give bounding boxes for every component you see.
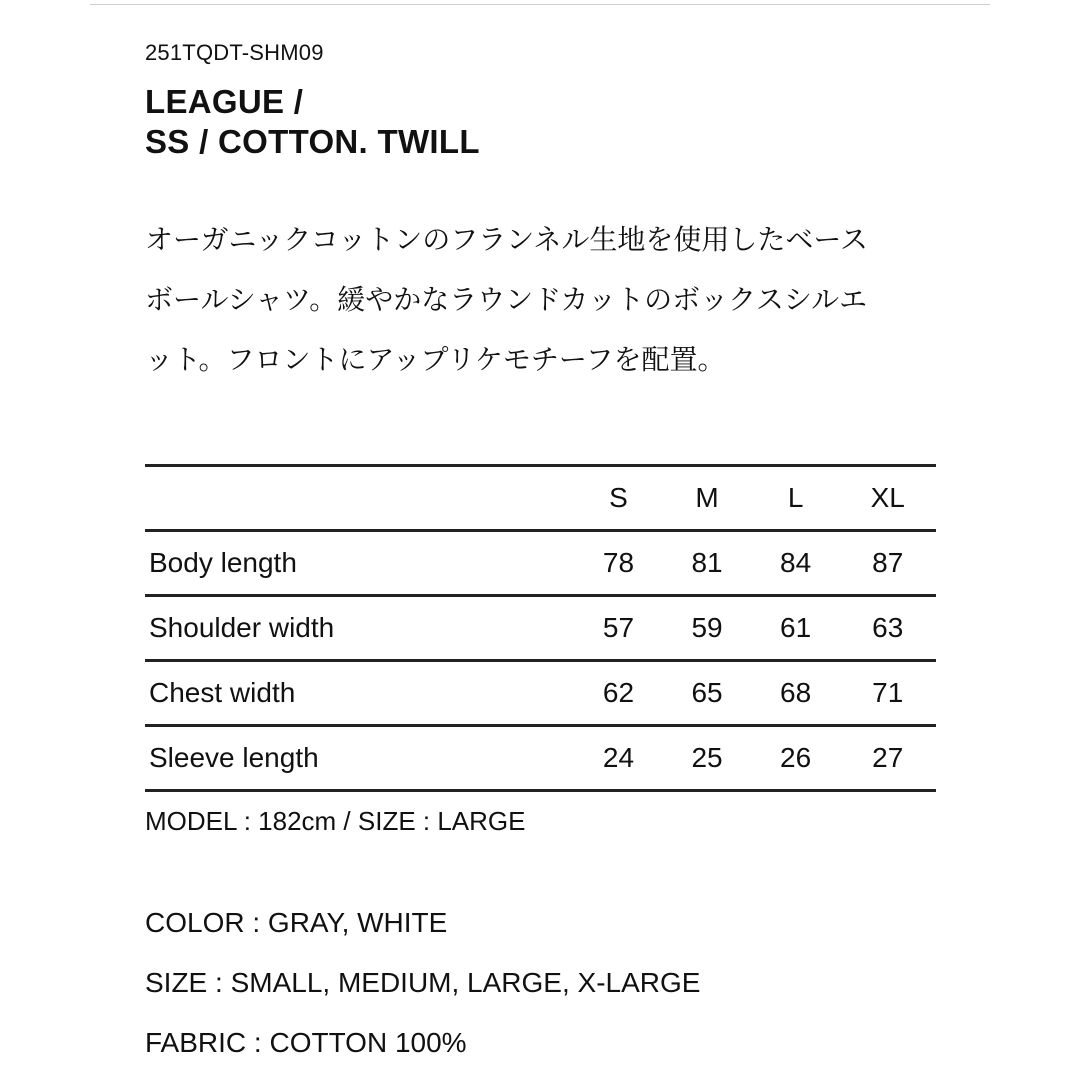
table-cell: 68 [780,677,812,708]
table-cell: 78 [602,547,635,578]
table-cell: 71 [872,677,904,708]
table-cell: 26 [780,742,812,773]
table-cell: 61 [780,612,812,643]
top-divider [90,4,990,5]
product-title [145,82,480,162]
table-cell: 59 [691,612,723,643]
spec-color: COLOR : GRAY, WHITE [145,907,448,938]
description-line-2: ボールシャツ。緩やかなラウンドカットのボックスシルエ [145,283,868,316]
size-chart-header-row [145,466,936,531]
product-title-line-1: LEAGUE / [145,83,304,120]
product-code: 251TQDT-SHM09 [145,40,324,65]
spec-fabric: FABRIC : COTTON 100% [145,1027,467,1058]
product-title-line-2: SS / COTTON. TWILL [145,123,480,160]
table-cell: 27 [872,742,904,773]
header-size-s: S [609,482,628,513]
row-label-body-length: Body length [149,547,297,578]
description-line-1: オーガニックコットンのフランネル生地を使用したベース [145,223,868,256]
row-label-chest-width: Chest width [149,677,296,708]
row-label-shoulder-width: Shoulder width [149,612,335,643]
table-cell: 57 [602,612,635,643]
row-label-sleeve-length: Sleeve length [149,742,319,773]
table-cell: 25 [691,742,723,773]
table-cell: 81 [691,547,723,578]
table-row [145,661,936,726]
header-size-xl: XL [870,482,905,513]
spec-size: SIZE : SMALL, MEDIUM, LARGE, X-LARGE [145,967,701,998]
table-cell: 65 [691,677,723,708]
table-row [145,531,936,596]
header-size-l: L [787,482,804,513]
table-cell: 24 [602,742,635,773]
header-size-m: M [695,482,719,513]
table-cell: 62 [602,677,635,708]
product-description [145,210,945,390]
model-info: MODEL : 182cm / SIZE : LARGE [145,806,526,836]
product-specs [145,893,700,1073]
header-blank-cell [145,466,575,531]
table-cell: 63 [872,612,904,643]
size-chart-table [145,464,936,792]
table-cell: 84 [780,547,812,578]
description-line-3: ット。フロントにアップリケモチーフを配置。 [145,343,726,376]
table-row [145,596,936,661]
table-row [145,726,936,791]
table-cell: 87 [872,547,904,578]
